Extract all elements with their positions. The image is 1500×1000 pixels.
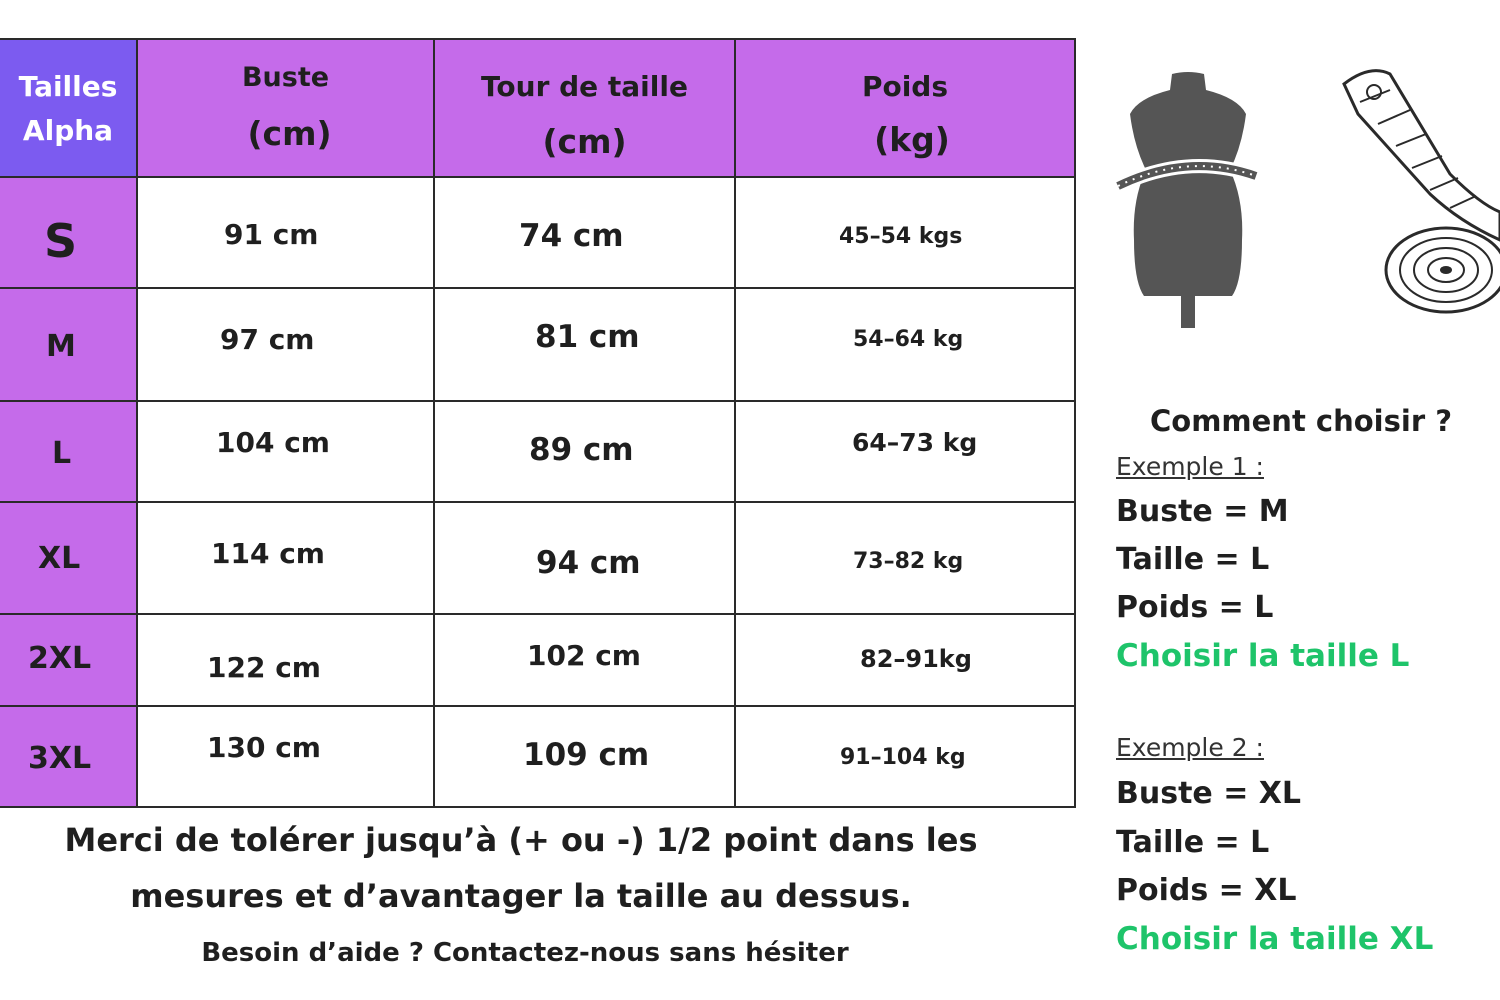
size-cell: 3XL (0, 706, 137, 807)
buste-cell: 104 cm (137, 401, 434, 502)
tolerance-note-line2: mesures et d’avantager la taille au dessus. (130, 877, 912, 915)
header-tour-de-taille: Tour de taille (cm) (434, 39, 735, 177)
buste-cell: 91 cm (137, 177, 434, 288)
buste-cell: 130 cm (137, 706, 434, 807)
size-cell: L (0, 401, 137, 502)
size-chart-table (0, 38, 1076, 808)
taille-cell: 94 cm (434, 502, 735, 614)
example1-buste: Buste = M (1116, 494, 1289, 529)
example2-label: Exemple 2 : (1116, 733, 1264, 762)
help-contact-text: Besoin d’aide ? Contactez-nous sans hésiter (201, 938, 849, 968)
header-buste: Buste (cm) (137, 39, 434, 177)
buste-cell: 122 cm (137, 614, 434, 706)
poids-cell: 54–64 kg (735, 288, 1075, 401)
size-cell: XL (0, 502, 137, 614)
example2-buste: Buste = XL (1116, 776, 1302, 811)
taille-cell: 81 cm (434, 288, 735, 401)
example1-taille: Taille = L (1116, 542, 1270, 577)
table-row (0, 502, 1075, 614)
example1-poids: Poids = L (1116, 590, 1274, 625)
size-cell: S (0, 177, 137, 288)
example2-taille: Taille = L (1116, 825, 1270, 860)
measuring-tape-icon (1330, 62, 1500, 322)
table-row (0, 706, 1075, 807)
taille-cell: 102 cm (434, 614, 735, 706)
table-header-row (0, 39, 1075, 177)
poids-cell: 64–73 kg (735, 401, 1075, 502)
poids-cell: 73–82 kg (735, 502, 1075, 614)
example2-choice: Choisir la taille XL (1116, 921, 1434, 957)
poids-cell: 91–104 kg (735, 706, 1075, 807)
guide-title: Comment choisir ? (1150, 404, 1453, 438)
mannequin-icon (1110, 68, 1265, 334)
header-poids: Poids (kg) (735, 39, 1075, 177)
poids-cell: 45–54 kgs (735, 177, 1075, 288)
size-cell: 2XL (0, 614, 137, 706)
taille-cell: 74 cm (434, 177, 735, 288)
buste-cell: 114 cm (137, 502, 434, 614)
tolerance-note-line1: Merci de tolérer jusqu’à (+ ou -) 1/2 point dans les (64, 821, 978, 859)
size-cell: M (0, 288, 137, 401)
example2-poids: Poids = XL (1116, 873, 1297, 908)
table-row (0, 401, 1075, 502)
poids-cell: 82–91kg (735, 614, 1075, 706)
header-tailles-alpha: Tailles Alpha (0, 39, 137, 177)
example1-choice: Choisir la taille L (1116, 638, 1410, 674)
table-row (0, 177, 1075, 288)
buste-cell: 97 cm (137, 288, 434, 401)
taille-cell: 89 cm (434, 401, 735, 502)
taille-cell: 109 cm (434, 706, 735, 807)
example1-label: Exemple 1 : (1116, 452, 1264, 481)
table-row (0, 614, 1075, 706)
table-row (0, 288, 1075, 401)
